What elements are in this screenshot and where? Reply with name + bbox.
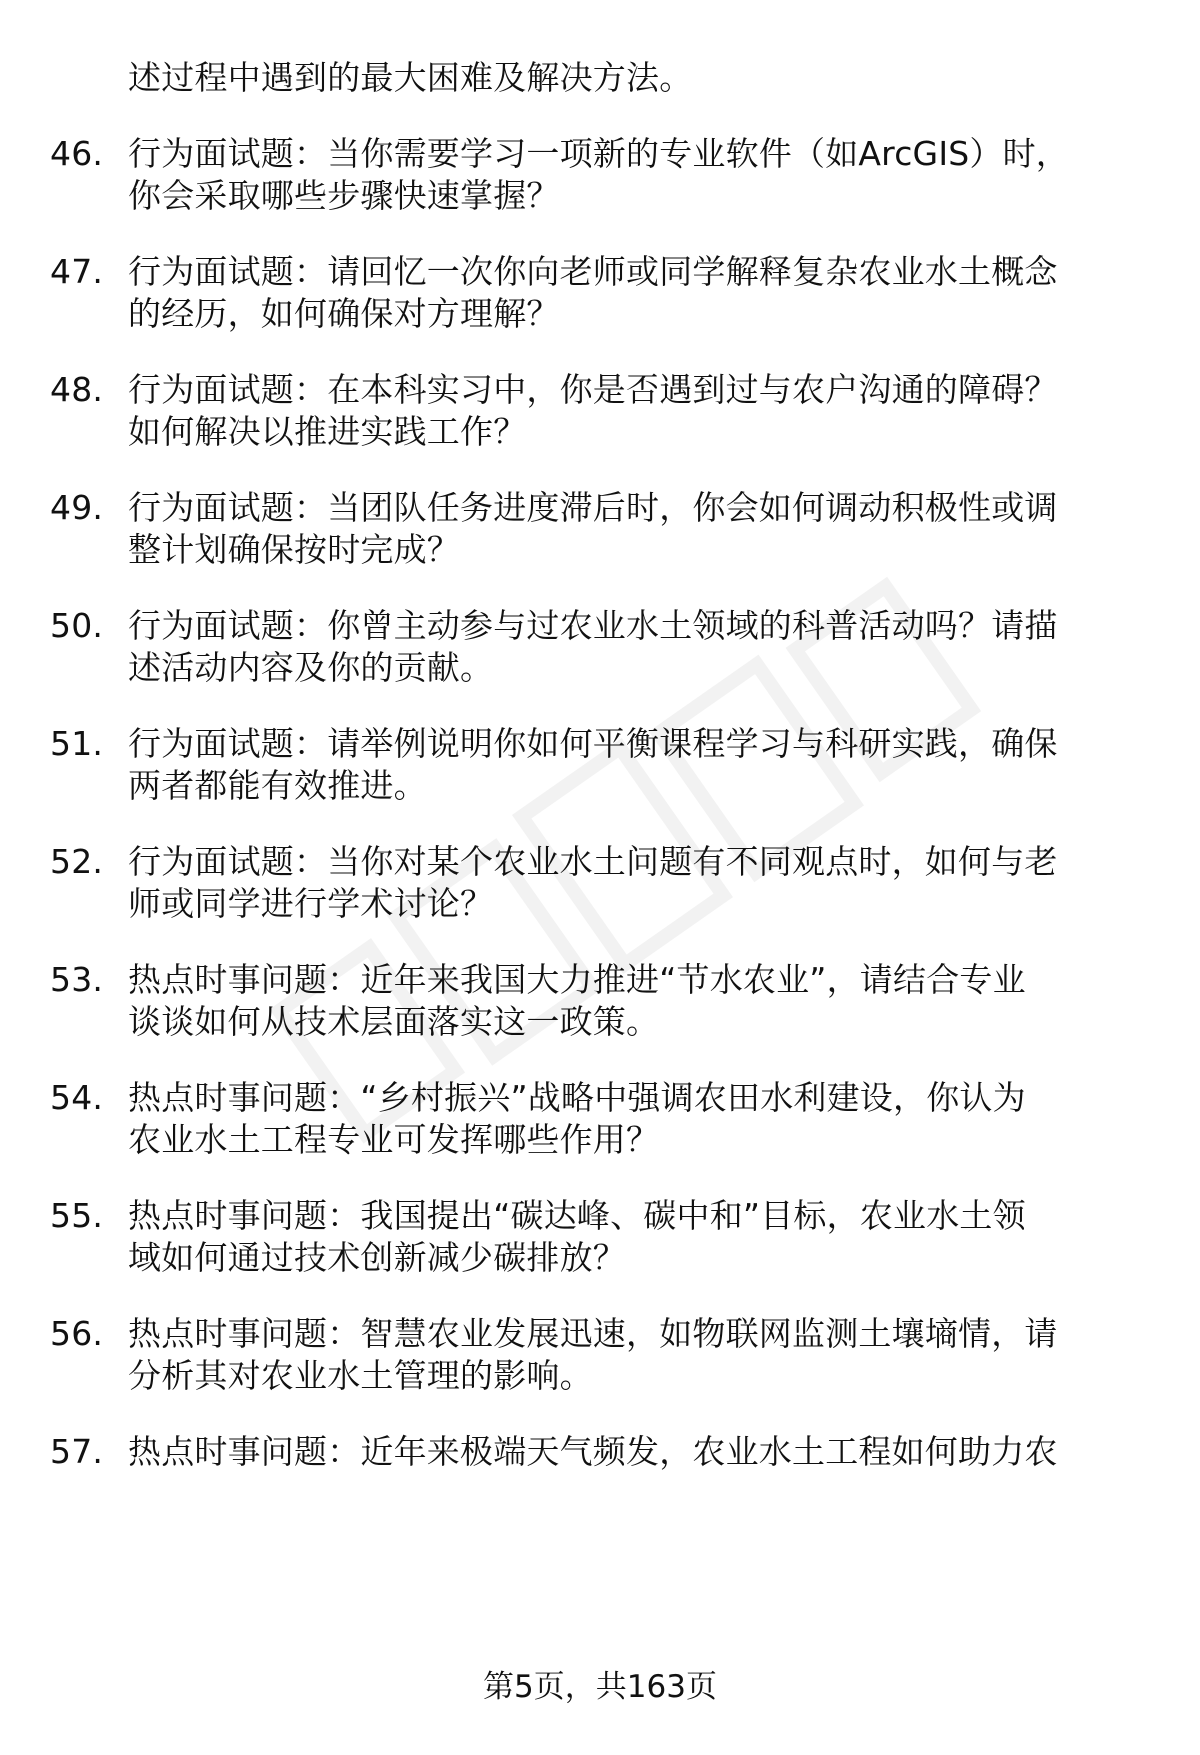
question-item-45-continued <box>0 48 1200 108</box>
question-text-line: 热点时事问题：“乡村振兴”战略中强调农田水利建设，你认为 <box>128 1078 1026 1117</box>
question-text-line: 行为面试题：请回忆一次你向老师或同学解释复杂农业水土概念 <box>128 252 1058 291</box>
question-item-51-line2 <box>0 756 1200 816</box>
question-text-line: 热点时事问题：近年来我国大力推进“节水农业”，请结合专业 <box>128 960 1026 999</box>
question-item-49-line2 <box>0 520 1200 580</box>
question-text-line: 你会采取哪些步骤快速掌握？ <box>128 176 560 215</box>
question-text-line: 分析其对农业水土管理的影响。 <box>128 1356 593 1395</box>
question-text-line: 谈谈如何从技术层面落实这一政策。 <box>128 1002 660 1041</box>
question-number: 48. <box>50 370 104 409</box>
question-text-line: 行为面试题：当你对某个农业水土问题有不同观点时，如何与老 <box>128 842 1058 881</box>
question-item-55-line2 <box>0 1228 1200 1288</box>
question-text-line: 行为面试题：你曾主动参与过农业水土领域的科普活动吗？请描 <box>128 606 1058 645</box>
question-text-line: 热点时事问题：近年来极端天气频发，农业水土工程如何助力农 <box>128 1432 1058 1471</box>
question-text-line: 热点时事问题：我国提出“碳达峰、碳中和”目标，农业水土领 <box>128 1196 1026 1235</box>
question-number: 53. <box>50 960 104 999</box>
question-text-line: 整计划确保按时完成？ <box>128 530 460 569</box>
question-item-57 <box>0 1422 1200 1482</box>
question-item-56-line2 <box>0 1346 1200 1406</box>
question-item-52-line2 <box>0 874 1200 934</box>
question-text-line: 如何解决以推进实践工作？ <box>128 412 527 451</box>
question-text-line: 行为面试题：当你需要学习一项新的专业软件（如ArcGIS）时， <box>128 134 1070 173</box>
question-item-48-line2 <box>0 402 1200 462</box>
question-number: 56. <box>50 1314 104 1353</box>
question-text-line: 农业水土工程专业可发挥哪些作用？ <box>128 1120 660 1159</box>
question-item-54-line2 <box>0 1110 1200 1170</box>
question-number: 47. <box>50 252 104 291</box>
question-number: 46. <box>50 134 104 173</box>
question-text-line: 两者都能有效推进。 <box>128 766 427 805</box>
question-text-line: 域如何通过技术创新减少碳排放？ <box>128 1238 626 1277</box>
question-item-47-line2 <box>0 284 1200 344</box>
question-number: 49. <box>50 488 104 527</box>
question-item-53-line2 <box>0 992 1200 1052</box>
question-text-line: 行为面试题：在本科实习中，你是否遇到过与农户沟通的障碍？ <box>128 370 1058 409</box>
question-item-46-line2 <box>0 166 1200 226</box>
question-text-line: 行为面试题：当团队任务进度滞后时，你会如何调动积极性或调 <box>128 488 1058 527</box>
question-number: 54. <box>50 1078 104 1117</box>
question-text-line: 述活动内容及你的贡献。 <box>128 648 494 687</box>
question-text-line: 述过程中遇到的最大困难及解决方法。 <box>128 58 693 97</box>
page-number-footer: 第5页，共163页 <box>483 1669 717 1705</box>
question-number: 57. <box>50 1432 104 1471</box>
question-number: 50. <box>50 606 104 645</box>
question-number: 51. <box>50 724 104 763</box>
question-number: 55. <box>50 1196 104 1235</box>
question-text-line: 的经历，如何确保对方理解？ <box>128 294 560 333</box>
question-item-50-line2 <box>0 638 1200 698</box>
question-text-line: 热点时事问题：智慧农业发展迅速，如物联网监测土壤墒情，请 <box>128 1314 1058 1353</box>
question-text-line: 行为面试题：请举例说明你如何平衡课程学习与科研实践，确保 <box>128 724 1058 763</box>
question-text-line: 师或同学进行学术讨论？ <box>128 884 494 923</box>
question-number: 52. <box>50 842 104 881</box>
